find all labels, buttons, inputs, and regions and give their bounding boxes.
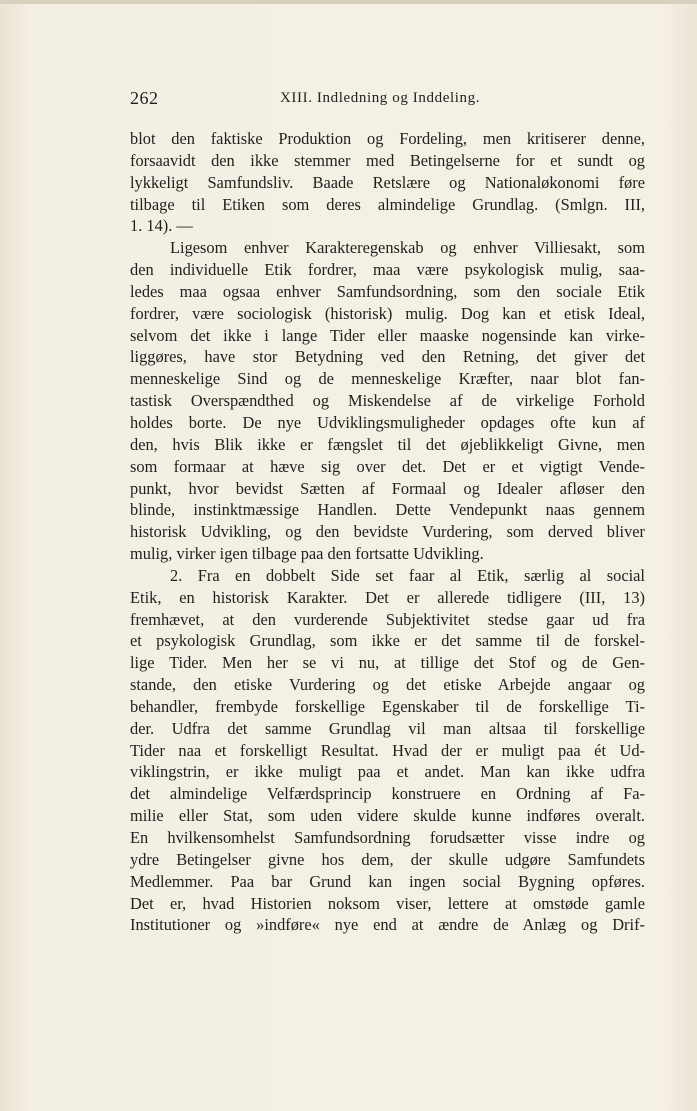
- text-line: holdes borte. De nye Udviklingsmuligheder opdages ofte kun af: [130, 412, 645, 432]
- text-line: den individuelle Etik fordrer, maa være psykologisk mulig, saa-: [130, 260, 645, 280]
- text-line: punkt, hvor bevidst Sætten af Formaal og Idealer afløser den: [130, 478, 645, 498]
- text-line: Det er, hvad Historien noksom viser, lettere at omstøde gamle: [130, 893, 645, 913]
- text-line: tastisk Overspændthed og Miskendelse af de virkelige Forhold: [130, 391, 645, 411]
- text-line: milie eller Stat, som uden videre skulde kunne indføres overalt.: [130, 806, 645, 826]
- page-header: [130, 88, 644, 112]
- text-line: fordrer, være sociologisk (historisk) mulig. Dog kan et etisk Ideal,: [130, 303, 645, 323]
- text-line: der. Udfra det samme Grundlag vil man altsaa til forskellige: [130, 718, 645, 738]
- running-head: XIII. Indledning og Inddeling.: [280, 90, 481, 106]
- text-line: stande, den etiske Vurdering og det etiske Arbejde angaar og: [130, 675, 645, 695]
- text-line: 1. 14). —: [130, 216, 193, 236]
- text-line: mulig, virker igen tilbage paa den fortsatte Udvikling.: [130, 544, 484, 564]
- text-line: Institutioner og »indføre« nye end at ændre de Anlæg og Drif-: [130, 915, 645, 935]
- text-line: ledes maa ogsaa enhver Samfundsordning, som den sociale Etik: [130, 281, 645, 301]
- page-top-edge: [0, 0, 697, 4]
- text-line: selvom det ikke i lange Tider eller maaske nogensinde kan virke-: [130, 325, 645, 345]
- body-text: [130, 128, 645, 936]
- text-line: Tider naa et forskelligt Resultat. Hvad der er muligt paa ét Ud-: [130, 740, 645, 760]
- text-line: fremhævet, at den vurderende Subjektivitet stedse gaar ud fra: [130, 609, 645, 629]
- text-line: Ligesom enhver Karakteregenskab og enhver Villiesakt, som: [170, 238, 645, 258]
- text-line: lykkeligt Samfundsliv. Baade Retslære og Nationaløkonomi føre: [130, 172, 645, 192]
- text-line: menneskelige Sind og de menneskelige Kræfter, naar blot fan-: [130, 369, 645, 389]
- text-line: et psykologisk Grundlag, som ikke er det samme til de forskel-: [130, 631, 645, 651]
- text-line: den, hvis Blik ikke er fængslet til det øjeblikkeligt Givne, men: [130, 434, 645, 454]
- text-line: historisk Udvikling, og den bevidste Vurdering, som derved bliver: [130, 522, 645, 542]
- text-line: det almindelige Velfærdsprincip konstruere en Ordning af Fa-: [130, 784, 645, 804]
- text-line: behandler, frembyde forskellige Egenskaber til de forskellige Ti-: [130, 696, 645, 716]
- text-line: viklingstrin, er ikke muligt paa et andet. Man kan ikke udfra: [130, 762, 645, 782]
- text-line: Etik, en historisk Karakter. Det er allerede tidligere (III, 13): [130, 587, 645, 607]
- text-line: forsaavidt den ikke stemmer med Betingelserne for et sundt og: [130, 150, 645, 170]
- text-line: tilbage til Etiken som deres almindelige Grundlag. (Smlgn. III,: [130, 194, 645, 214]
- text-line: En hvilkensomhelst Samfundsordning forudsætter visse indre og: [130, 828, 645, 847]
- text-line: Medlemmer. Paa bar Grund kan ingen social Bygning opføres.: [130, 871, 645, 891]
- text-line: blot den faktiske Produktion og Fordeling, men kritiserer denne,: [130, 129, 645, 148]
- text-line: liggøres, have stor Betydning ved den Retning, det giver det: [130, 347, 645, 367]
- text-line: lige Tider. Men her se vi nu, at tillige det Stof og de Gen-: [130, 653, 645, 673]
- page-number: 262: [130, 88, 159, 108]
- text-line: som formaar at hæve sig over det. Det er et vigtigt Vende-: [130, 456, 645, 476]
- text-line: blinde, instinktmæssige Handlen. Dette Vendepunkt naas gennem: [130, 500, 645, 520]
- text-line: 2. Fra en dobbelt Side set faar al Etik, særlig al social: [170, 565, 645, 585]
- text-line: ydre Betingelser givne hos dem, der skulle udgøre Samfundets: [130, 849, 645, 869]
